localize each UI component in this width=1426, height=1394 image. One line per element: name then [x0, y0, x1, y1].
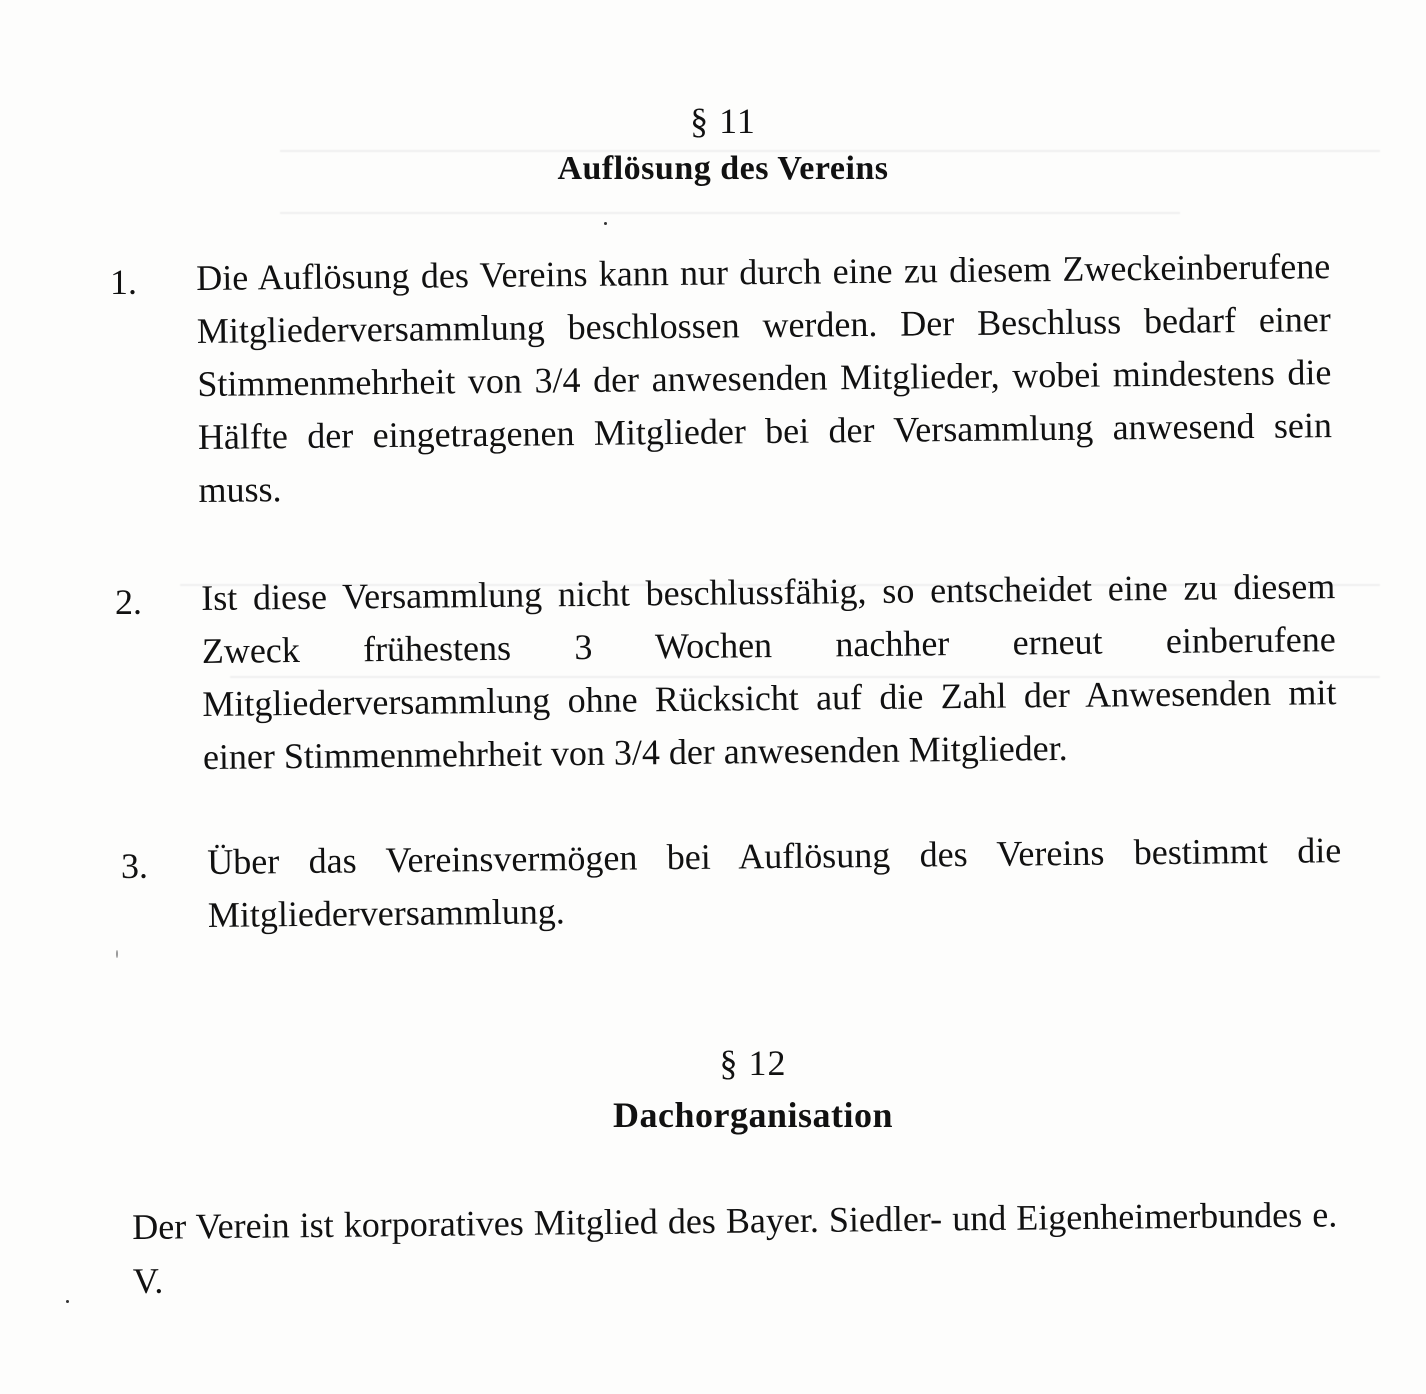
- scan-speck: [604, 222, 607, 225]
- list-item-3: [121, 830, 1342, 942]
- section-12-number: § 12: [719, 1043, 787, 1083]
- list-item-1: [110, 246, 1333, 517]
- scan-speck: [116, 950, 118, 958]
- list-item-2-text: Ist diese Versammlung nicht beschlussfähig, so entscheidet eine zu diesem Zweck frühestens 3 Wochen nachher erneut einberufene Mitgliederversammlung ohne Rücksicht auf die Zahl der Anwesenden mit einer Stimmenmehrheit von 3/4 der anwesenden Mitglieder.: [201, 566, 1337, 777]
- list-item-1-text: Die Auflösung des Vereins kann nur durch eine zu diesem Zweckeinberufene Mitgliederversammlung beschlossen werden. Der Beschluss bedarf einer Stimmenmehrheit von 3/4 der anwesenden Mitglieder, wobei mindestens die Hälfte der eingetragenen Mitglieder bei der Versammlung anwesend sein muss.: [196, 246, 1333, 510]
- list-item-3-number: 3.: [121, 846, 148, 886]
- section-11-title: Auflösung des Vereins: [557, 150, 889, 187]
- list-item-1-number: 1.: [110, 262, 137, 302]
- section-11-number: § 11: [690, 101, 756, 141]
- list-item-3-text: Über das Vereinsvermögen bei Auflösung des Vereins bestimmt die Mitgliederversammlung.: [207, 830, 1342, 935]
- list-item-2-number: 2.: [115, 582, 142, 622]
- list-item-2: [115, 566, 1337, 784]
- section-12-text: Der Verein ist korporatives Mitglied des Bayer. Siedler- und Eigenheimerbundes e. V.: [132, 1194, 1338, 1301]
- section-12-title: Dachorganisation: [612, 1095, 894, 1135]
- scan-speck: [66, 1300, 69, 1303]
